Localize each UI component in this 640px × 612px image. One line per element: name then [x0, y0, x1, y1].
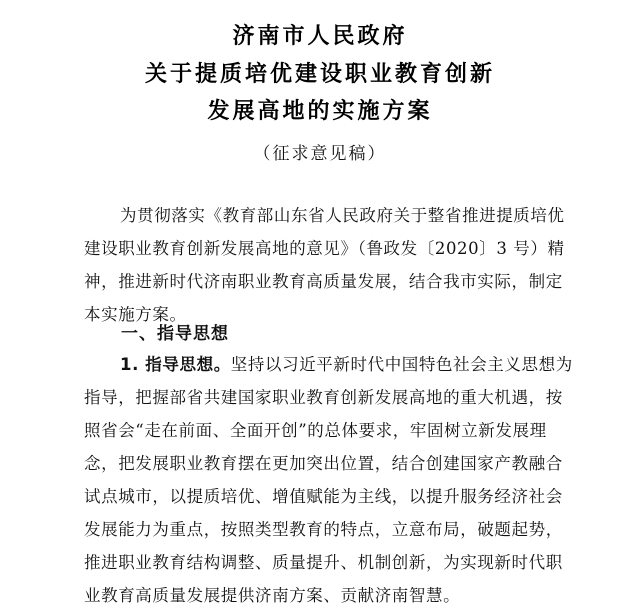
intro-paragraph — [84, 199, 568, 331]
intro-line-1: 为贯彻落实《教育部山东省人民政府关于整省推进提质培优 — [120, 206, 565, 225]
section-body-paragraph — [84, 348, 573, 612]
intro-line-3: 神，推进新时代济南职业教育高质量发展，结合我市实际，制定 — [84, 272, 563, 291]
document-title-line-3: 发展高地的实施方案 — [207, 98, 433, 124]
section-body-line-1 — [84, 348, 573, 381]
section-heading: 一、指导思想 — [121, 324, 229, 344]
document-title-line-1: 济南市人民政府 — [232, 23, 408, 49]
section-body-line-7: 推进职业教育结构调整、质量提升、机制创新，为实现新时代职 — [84, 553, 563, 572]
section-body-line-8: 业教育高质量发展提供济南方案、贡献济南智慧。 — [84, 586, 461, 605]
document-title-line-2: 关于提质培优建设职业教育创新 — [144, 61, 495, 87]
section-body-first-line-rest: 坚持以习近平新时代中国特色社会主义思想为 — [230, 355, 573, 374]
section-body-line-2: 指导，把握部省共建国家职业教育创新发展高地的重大机遇，按 — [84, 388, 563, 407]
section-body-line-5: 试点城市，以提质培优、增值赋能为主线，以提升服务经济社会 — [84, 487, 563, 506]
section-body-line-3: 照省会“走在前面、全面开创”的总体要求，牢固树立新发展理 — [84, 421, 547, 440]
intro-line-2: 建设职业教育创新发展高地的意见》（鲁政发〔2020〕3 号）精 — [84, 239, 565, 258]
document-subtitle: （征求意见稿） — [253, 144, 387, 164]
intro-line-4: 本实施方案。 — [84, 305, 187, 324]
section-body-lead: 1. 指导思想。 — [120, 355, 231, 374]
section-body-line-6: 发展能力为重点，按照类型教育的特点，立意布局，破题起势， — [84, 520, 563, 539]
section-body-line-4: 念，把发展职业教育摆在更加突出位置，结合创建国家产教融合 — [84, 454, 563, 473]
